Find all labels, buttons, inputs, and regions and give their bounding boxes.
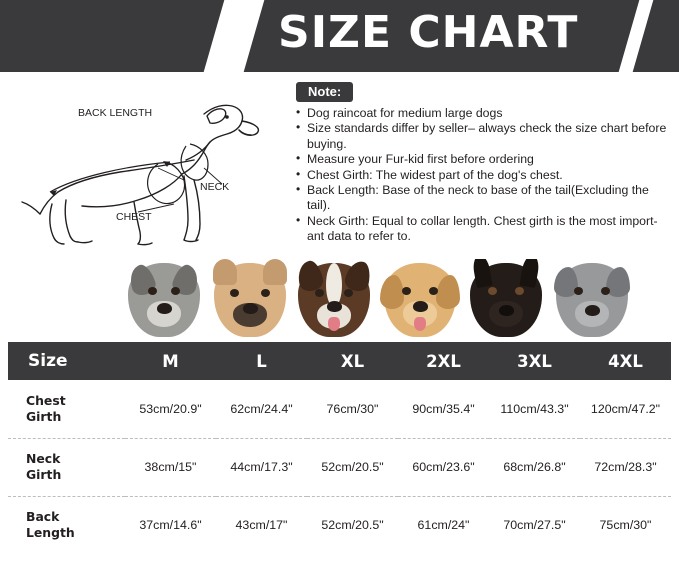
cell-chest-3xl: 110cm/43.3" (489, 380, 580, 438)
cell-chest-m: 53cm/20.9" (125, 380, 216, 438)
row-label-line1: Back (26, 509, 60, 525)
row-label-line2: Length (26, 525, 75, 541)
cell-back-xl: 52cm/20.5" (321, 518, 384, 533)
header-banner (0, 0, 679, 72)
note-badge: Note: (296, 82, 353, 102)
row-label-back-length (8, 496, 125, 554)
cell-back-l: 43cm/17" (235, 518, 288, 533)
cell-neck-2xl: 60cm/23.6" (398, 438, 489, 496)
cell-back-m: 37cm/14.6" (139, 518, 202, 533)
diagram-label-back-length: BACK LENGTH (78, 107, 153, 119)
info-area (0, 72, 679, 250)
note-list (296, 106, 671, 245)
row-label-line2: Girth (26, 467, 62, 482)
table-header-size: Size (28, 351, 68, 371)
row-label-line2: Girth (26, 408, 62, 424)
cell-neck-l: 44cm/17.3" (216, 438, 307, 496)
dog-photo-strip (0, 252, 679, 337)
note-item: • Neck Girth: Equal to collar length. Chest girth is the most import-ant data to refer to. (296, 214, 671, 245)
cell-chest-4xl: 120cm/47.2" (580, 380, 671, 438)
cell-chest-xl: 76cm/30" (307, 380, 398, 438)
table-header-3xl: 3XL (517, 351, 552, 371)
table-header-xl: XL (340, 351, 365, 371)
schnauzer-photo (124, 259, 204, 337)
note-item: • Back Length: Base of the neck to base of the tail(Excluding the tail). (296, 183, 671, 214)
table-header-row (8, 342, 671, 380)
cell-neck-3xl: 68cm/26.8" (489, 438, 580, 496)
cell-back-2xl: 61cm/24" (417, 518, 470, 533)
size-table-wrapper (8, 342, 671, 554)
diagram-label-chest: CHEST (116, 211, 152, 223)
table-header-2xl: 2XL (426, 351, 461, 371)
doberman-photo (466, 259, 546, 337)
cell-chest-l: 62cm/24.4" (216, 380, 307, 438)
golden-retriever-photo (380, 259, 460, 337)
border-collie-photo (294, 259, 374, 337)
page-title: SIZE CHART (278, 7, 579, 58)
cell-back-3xl: 70cm/27.5" (503, 518, 566, 533)
dog-outline-icon (8, 72, 283, 250)
cell-neck-xl: 52cm/20.5" (307, 438, 398, 496)
great-dane-photo (552, 259, 632, 337)
table-header-l: L (256, 351, 267, 371)
note-item: • Size standards differ by seller– always check the size chart before buying. (296, 121, 671, 152)
row-label-neck-girth (8, 438, 125, 496)
note-item: • Dog raincoat for medium large dogs (296, 106, 671, 121)
note-item: • Chest Girth: The widest part of the dog's chest. (296, 168, 671, 183)
note-item: • Measure your Fur-kid first before ordering (296, 152, 671, 167)
table-row (8, 380, 671, 438)
notes-block (296, 82, 671, 245)
table-row (8, 438, 671, 496)
table-row (8, 496, 671, 554)
row-label-line1: Neck (26, 451, 61, 466)
cell-back-4xl: 75cm/30" (599, 518, 652, 533)
size-table (8, 342, 671, 554)
table-header-m: M (162, 351, 179, 371)
row-label-chest-girth (8, 380, 125, 438)
diagram-label-neck: NECK (200, 181, 230, 193)
dog-measurement-diagram (8, 72, 283, 250)
row-label-line1: Chest (26, 392, 66, 408)
cell-neck-4xl: 72cm/28.3" (580, 438, 671, 496)
french-bulldog-photo (210, 259, 290, 337)
cell-chest-2xl: 90cm/35.4" (398, 380, 489, 438)
table-header-4xl: 4XL (608, 351, 643, 371)
cell-neck-m: 38cm/15" (125, 438, 216, 496)
